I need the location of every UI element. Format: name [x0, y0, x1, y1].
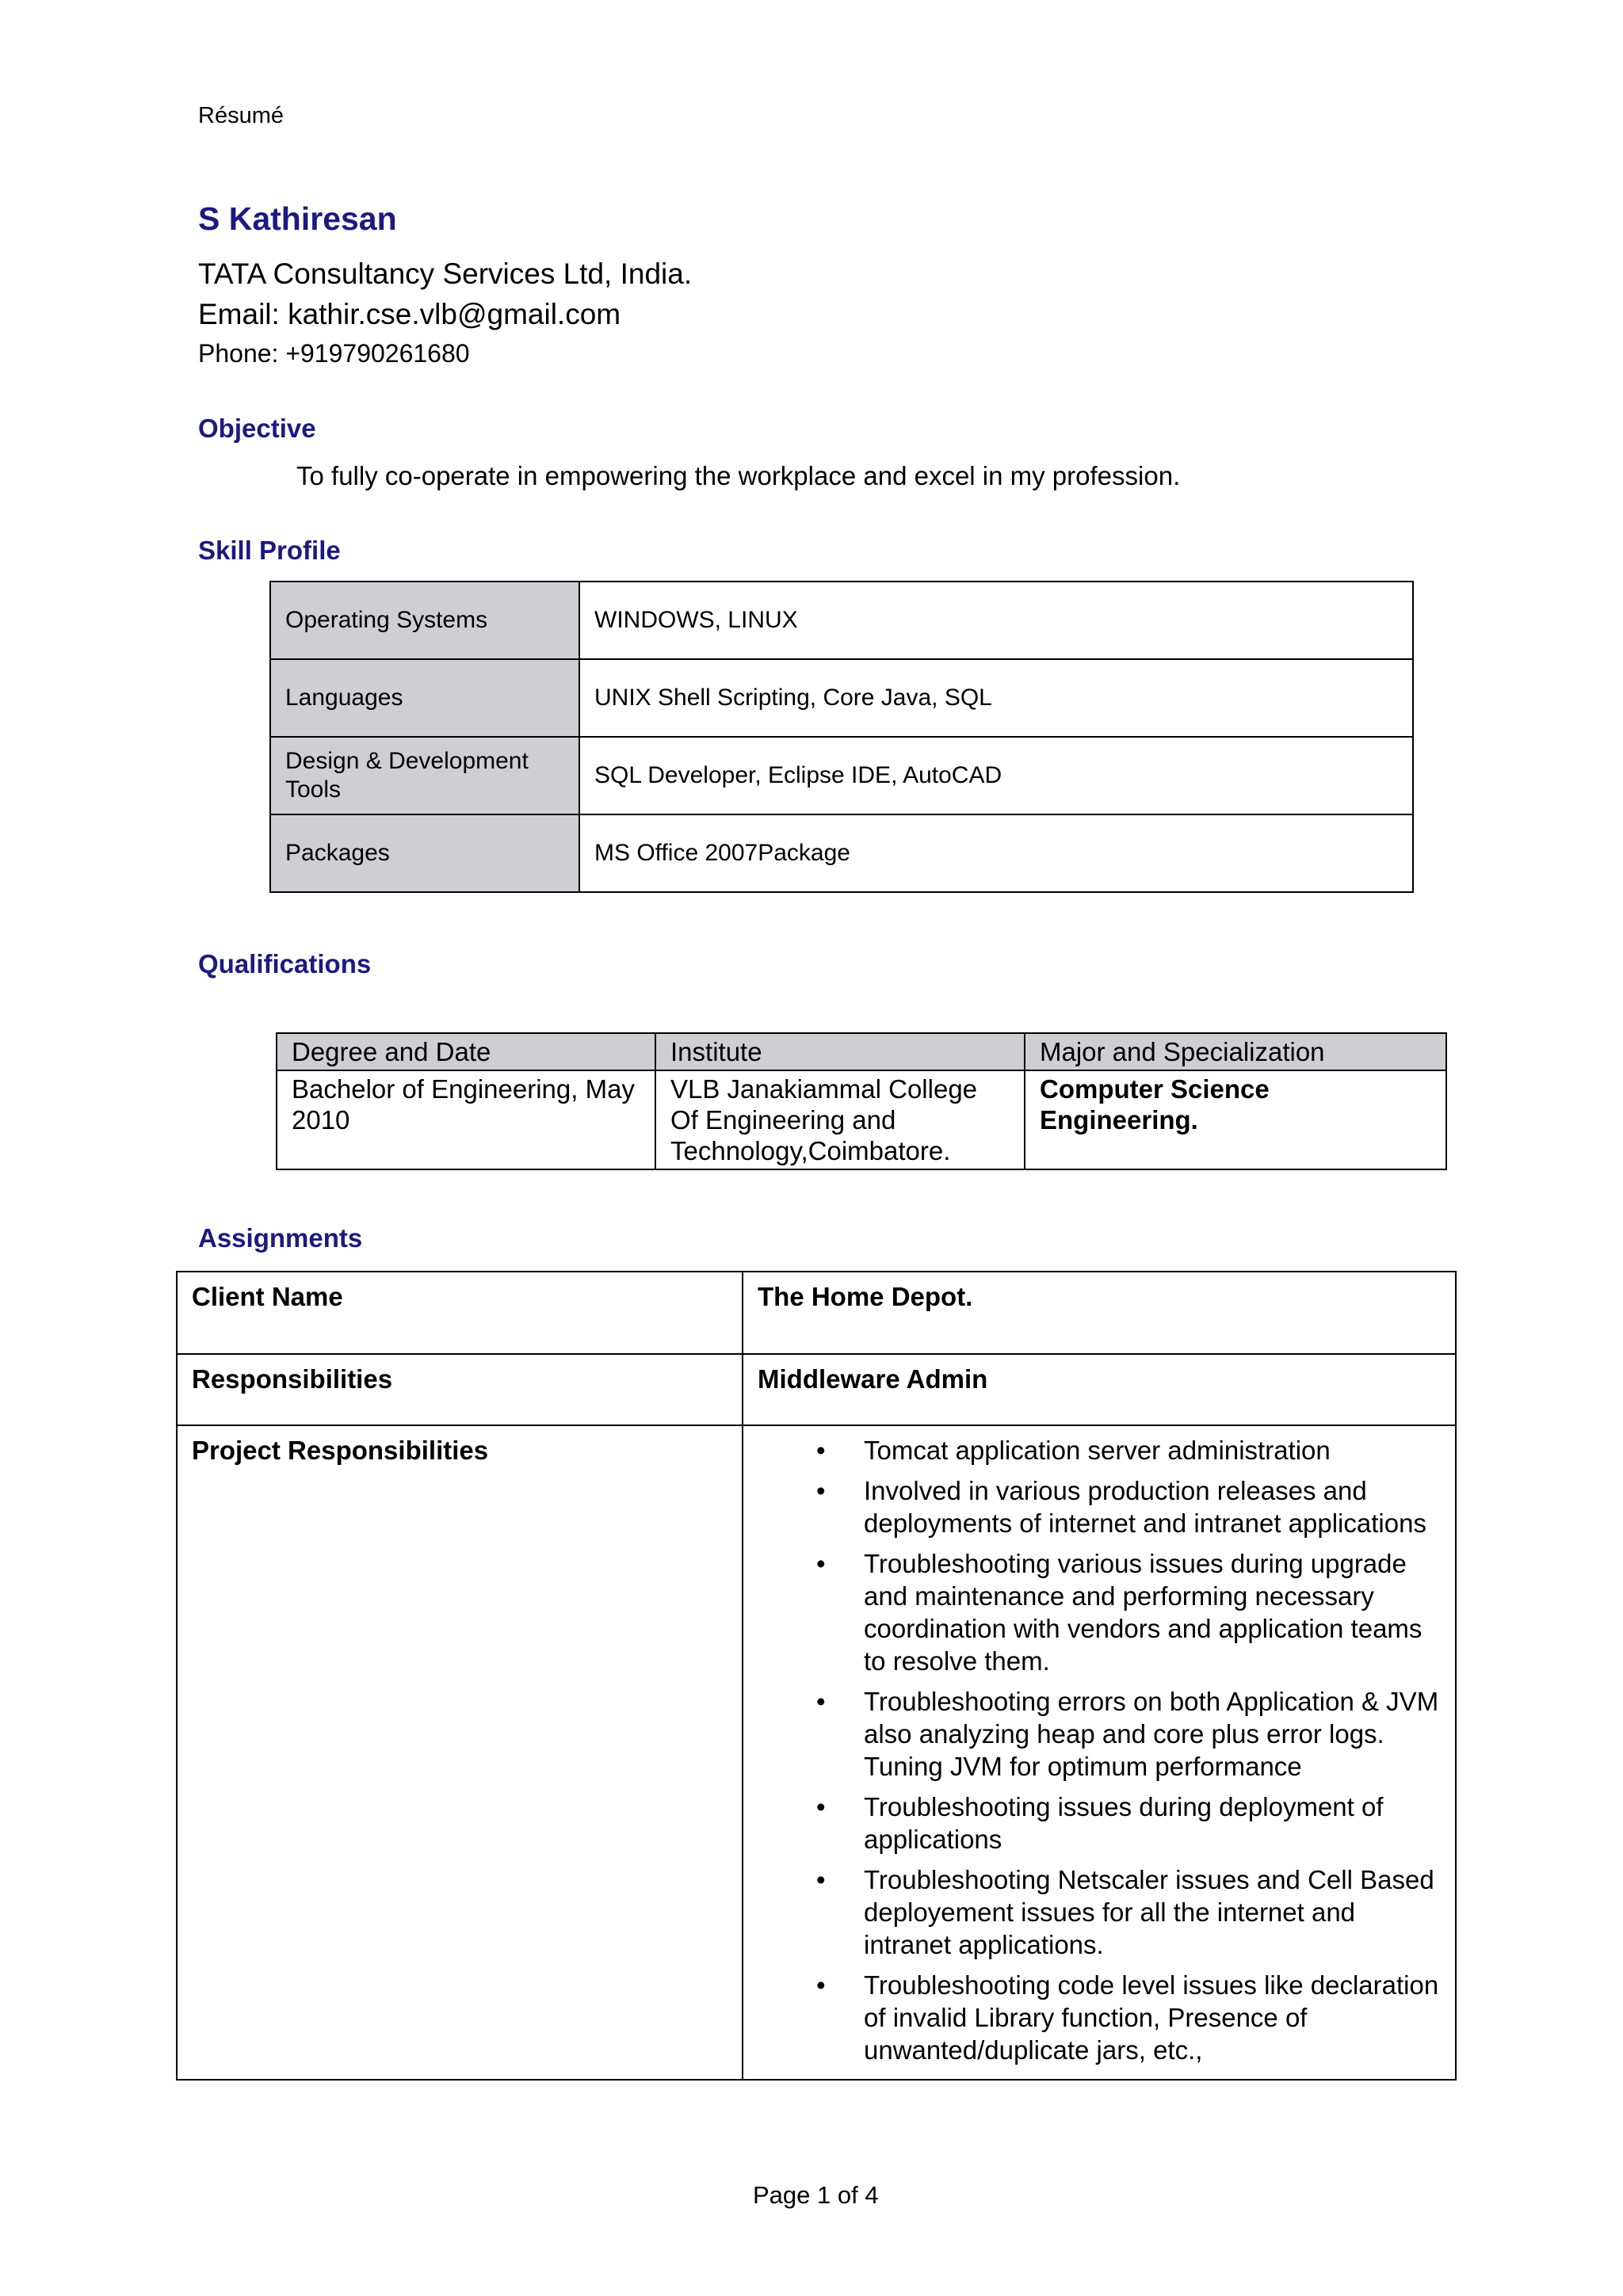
- project-label: Project Responsibilities: [177, 1425, 743, 2080]
- table-row: [270, 814, 1413, 892]
- list-item-text: Troubleshooting errors on both Application & JVM also analyzing heap and core plus error logs. Tuning JVM for optimum performance: [864, 1687, 1439, 1781]
- list-item: [758, 1685, 1441, 1783]
- table-row: [270, 659, 1413, 737]
- bullet-icon: •: [816, 1687, 826, 1716]
- bullet-icon: •: [816, 1436, 826, 1465]
- role-label: Responsibilities: [177, 1354, 743, 1425]
- qualifications-heading: Qualifications: [198, 949, 372, 978]
- responsibility-list: [758, 1434, 1441, 2066]
- bullet-icon: •: [816, 1476, 826, 1505]
- list-item: [758, 1547, 1441, 1677]
- table-row: [177, 1272, 1456, 1354]
- table-row: [177, 1354, 1456, 1425]
- list-item: [758, 1969, 1441, 2066]
- table-row: [270, 582, 1413, 659]
- bullet-icon: •: [816, 1970, 826, 2000]
- client-value: The Home Depot.: [743, 1272, 1456, 1354]
- candidate-name: S Kathiresan: [198, 200, 397, 237]
- skill-key: Operating Systems: [270, 582, 579, 659]
- objective-text: To fully co-operate in empowering the workplace and excel in my profession.: [296, 461, 1181, 490]
- skill-value: SQL Developer, Eclipse IDE, AutoCAD: [579, 737, 1413, 814]
- list-item: [758, 1474, 1441, 1539]
- skill-profile-heading: Skill Profile: [198, 536, 341, 565]
- table-row: [270, 737, 1413, 814]
- table-row: [277, 1070, 1446, 1169]
- skill-value: WINDOWS, LINUX: [579, 582, 1413, 659]
- objective-heading: Objective: [198, 414, 316, 443]
- skill-value: UNIX Shell Scripting, Core Java, SQL: [579, 659, 1413, 737]
- degree-cell: Bachelor of Engineering, May 2010: [277, 1070, 655, 1169]
- major-cell: Computer Science Engineering.: [1025, 1070, 1446, 1169]
- skill-key: Design & Development Tools: [270, 737, 579, 814]
- column-header: Major and Specialization: [1025, 1033, 1446, 1070]
- page-number: Page 1 of 4: [753, 2181, 879, 2209]
- table-row: [177, 1425, 1456, 2080]
- assignments-table: [176, 1271, 1457, 2081]
- list-item-text: Troubleshooting various issues during upgrade and maintenance and performing necessary coordination with vendors and application teams to resolve them.: [864, 1549, 1423, 1676]
- assignments-heading: Assignments: [198, 1223, 363, 1253]
- column-header: Degree and Date: [277, 1033, 655, 1070]
- client-label: Client Name: [177, 1272, 743, 1354]
- bullet-icon: •: [816, 1792, 826, 1821]
- list-item: [758, 1791, 1441, 1855]
- list-item-text: Troubleshooting code level issues like declaration of invalid Library function, Presence of unwanted/duplicate jars, etc.,: [864, 1970, 1439, 2065]
- list-item: [758, 1434, 1441, 1466]
- email-line: Email: kathir.cse.vlb@gmail.com: [198, 298, 621, 330]
- qualifications-table: [276, 1032, 1447, 1170]
- role-value: Middleware Admin: [743, 1354, 1456, 1425]
- skill-key: Packages: [270, 814, 579, 892]
- phone-line: Phone: +919790261680: [198, 339, 470, 368]
- list-item-text: Involved in various production releases and deployments of internet and intranet applications: [864, 1476, 1426, 1538]
- table-header-row: [277, 1033, 1446, 1070]
- list-item: [758, 1863, 1441, 1961]
- bullet-icon: •: [816, 1865, 826, 1894]
- bullet-icon: •: [816, 1549, 826, 1578]
- skill-value: MS Office 2007Package: [579, 814, 1413, 892]
- institute-cell: VLB Janakiammal College Of Engineering and Technology,Coimbatore.: [655, 1070, 1025, 1169]
- company-line: TATA Consultancy Services Ltd, India.: [198, 257, 693, 290]
- column-header: Institute: [655, 1033, 1025, 1070]
- header-label: Résumé: [198, 103, 284, 128]
- project-responsibilities-cell: [743, 1425, 1456, 2080]
- list-item-text: Tomcat application server administration: [864, 1436, 1331, 1465]
- skill-key: Languages: [270, 659, 579, 737]
- list-item-text: Troubleshooting Netscaler issues and Cell Based deployement issues for all the internet and intranet applications.: [864, 1865, 1434, 1959]
- skill-profile-table: [269, 581, 1414, 893]
- list-item-text: Troubleshooting issues during deployment of applications: [864, 1792, 1384, 1854]
